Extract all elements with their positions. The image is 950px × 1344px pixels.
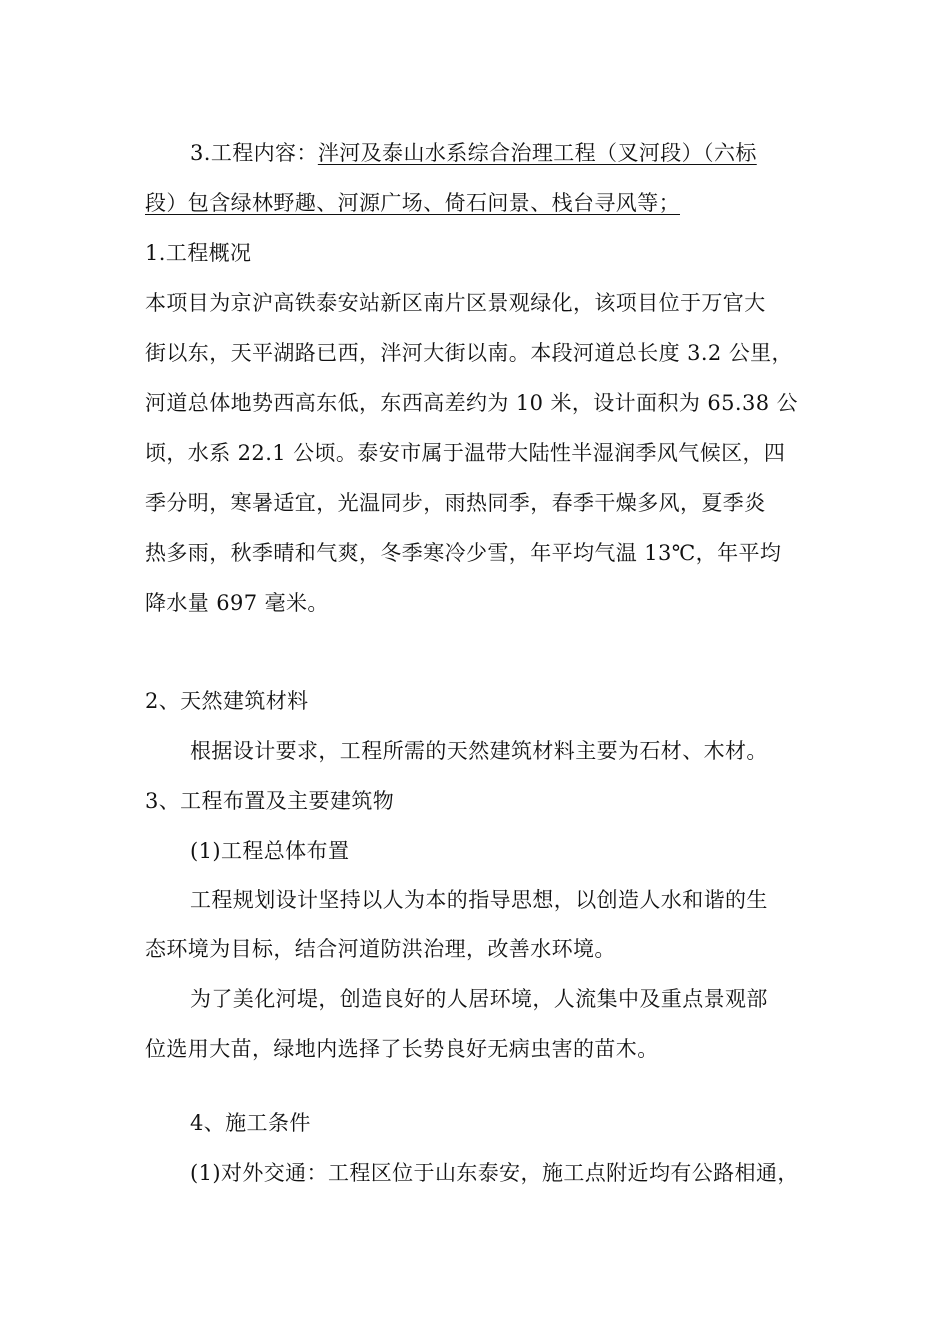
layout-text-line-4: 位选用大苗，绿地内选择了长势良好无病虫害的苗木。 bbox=[145, 1037, 659, 1061]
section-heading-construction-conditions: 4、施工条件 bbox=[190, 1111, 311, 1135]
layout-text-line-3: 为了美化河堤，创造良好的人居环境，人流集中及重点景观部 bbox=[190, 987, 768, 1011]
section-heading-layout: 3、工程布置及主要建筑物 bbox=[145, 789, 395, 813]
layout-text-line-2: 态环境为目标，结合河道防洪治理，改善水环境。 bbox=[145, 937, 616, 961]
overview-text-line-6: 热多雨，秋季晴和气爽，冬季寒冷少雪，年平均气温 13℃，年平均 bbox=[145, 541, 782, 565]
materials-text: 根据设计要求，工程所需的天然建筑材料主要为石材、木材。 bbox=[190, 739, 768, 763]
overview-text-line-2: 街以东，天平湖路已西，泮河大街以南。本段河道总长度 3.2 公里， bbox=[145, 341, 793, 365]
section-heading-materials: 2、天然建筑材料 bbox=[145, 689, 309, 713]
layout-text-line-1: 工程规划设计坚持以人为本的指导思想，以创造人水和谐的生 bbox=[190, 888, 768, 912]
content-heading-project-name: 泮河及泰山水系综合治理工程（叉河段）（六标 bbox=[317, 141, 757, 165]
conditions-text-line-1: (1)对外交通：工程区位于山东泰安，施工点附近均有公路相通， bbox=[190, 1161, 799, 1185]
overview-text-line-3: 河道总体地势西高东低，东西高差约为 10 米，设计面积为 65.38 公 bbox=[145, 391, 798, 415]
overview-text-line-7: 降水量 697 毫米。 bbox=[145, 591, 329, 615]
subsection-heading-overall-layout: (1)工程总体布置 bbox=[190, 839, 350, 863]
overview-text-line-5: 季分明，寒暑适宜，光温同步，雨热同季，春季干燥多风，夏季炎 bbox=[145, 491, 766, 515]
overview-text-line-4: 顷，水系 22.1 公顷。泰安市属于温带大陆性半湿润季风气候区，四 bbox=[145, 441, 786, 465]
overview-text-line-1: 本项目为京沪高铁泰安站新区南片区景观绿化，该项目位于万官大 bbox=[145, 291, 766, 315]
content-heading-project-scope: 段）包含绿林野趣、河源广场、倚石问景、栈台寻风等； bbox=[145, 191, 680, 215]
content-heading-line-2 bbox=[145, 190, 680, 216]
content-heading-line-1 bbox=[190, 140, 757, 166]
section-heading-overview: 1.工程概况 bbox=[145, 241, 252, 265]
content-heading-prefix: 3.工程内容： bbox=[190, 141, 318, 165]
